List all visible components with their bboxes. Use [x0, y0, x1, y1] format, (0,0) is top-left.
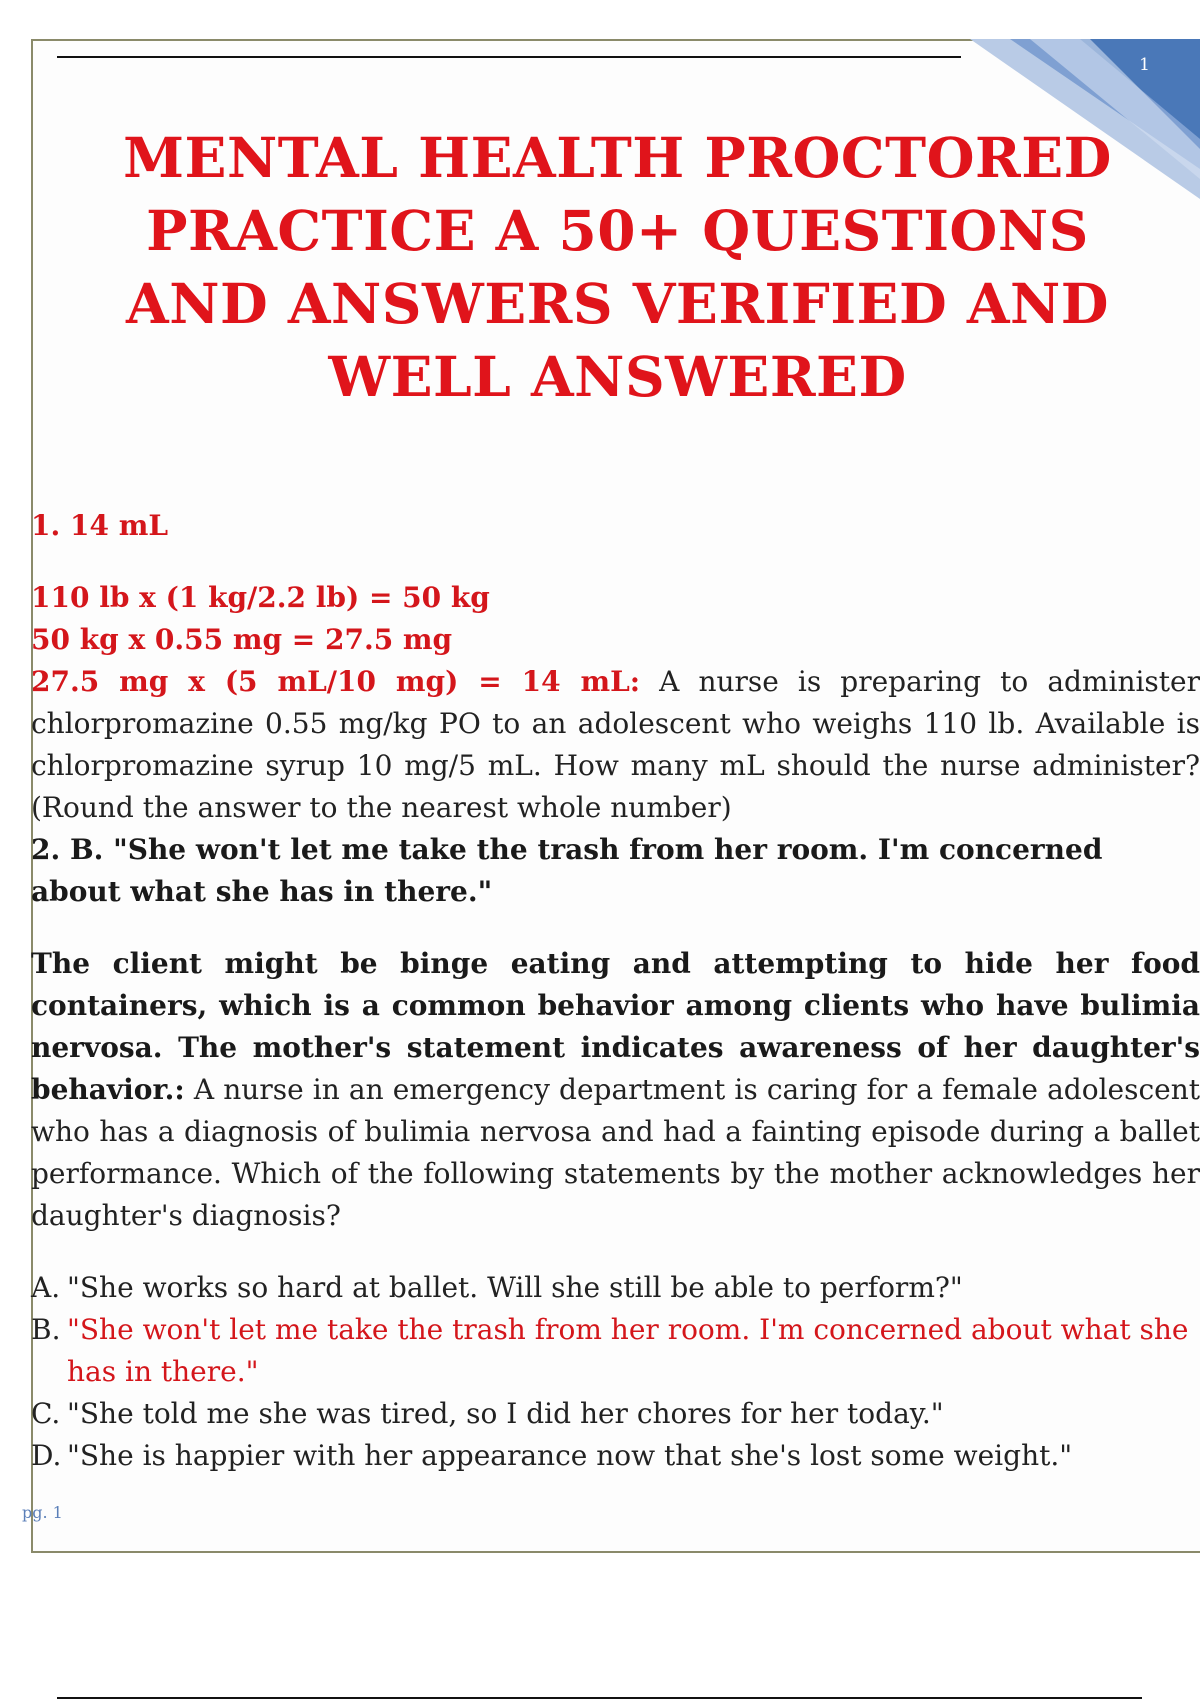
option-letter: C.	[31, 1397, 61, 1430]
option-text: "She is happier with her appearance now that she's lost some weight."	[67, 1439, 1073, 1472]
option-letter: A.	[31, 1271, 61, 1304]
option-b	[31, 1309, 1200, 1393]
document-title: MENTAL HEALTH PROCTORED PRACTICE A 50+ QUESTIONS AND ANSWERS VERIFIED AND WELL ANSWERED	[123, 125, 1112, 409]
q2-block	[31, 943, 1200, 1237]
page-footer-label: pg. 1	[22, 1503, 63, 1522]
q2-answer: 2. B. "She won't let me take the trash from her room. I'm concerned about what she has in there."	[31, 833, 1103, 908]
option-text-correct: "She won't let me take the trash from her room. I'm concerned about what she has in there."	[67, 1313, 1189, 1388]
q2-question: A nurse in an emergency department is caring for a female adolescent who has a diagnosis of bulimia nervosa and had a fainting episode during a ballet performance. Which of the following statements by the mother acknowledges her daughter's diagnosis?	[31, 1073, 1200, 1232]
page-number: 1	[1139, 55, 1150, 75]
option-a	[31, 1267, 1200, 1309]
bottom-rule	[57, 1697, 1142, 1699]
header-rule	[57, 56, 961, 58]
option-d	[31, 1435, 1200, 1477]
q1-calc-1: 110 lb x (1 kg/2.2 lb) = 50 kg	[31, 581, 490, 614]
option-c	[31, 1393, 1200, 1435]
q1-block	[31, 661, 1200, 829]
option-text: "She works so hard at ballet. Will she still be able to perform?"	[67, 1271, 963, 1304]
q1-calc-2: 50 kg x 0.55 mg = 27.5 mg	[31, 623, 453, 656]
q1-answer: 1. 14 mL	[31, 509, 169, 542]
option-letter: D.	[31, 1439, 62, 1472]
option-text: "She told me she was tired, so I did her chores for her today."	[67, 1397, 944, 1430]
document-body	[31, 505, 1200, 1477]
q1-question: A nurse is preparing to administer chlorpromazine 0.55 mg/kg PO to an adolescent who weighs 110 lb. Available is chlorpromazine syrup 10 mg/5 mL. How many mL should the nurse administer? (Round the answer to the nearest whole number)	[31, 665, 1200, 824]
option-letter: B.	[31, 1313, 61, 1346]
q2-rationale: The client might be binge eating and attempting to hide her food containers, which is a common behavior among clients who have bulimia nervosa. The mother's statement indicates awareness of her daughter's behavior.:	[31, 947, 1200, 1106]
q1-calc-3: 27.5 mg x (5 mL/10 mg) = 14 mL:	[31, 665, 641, 698]
